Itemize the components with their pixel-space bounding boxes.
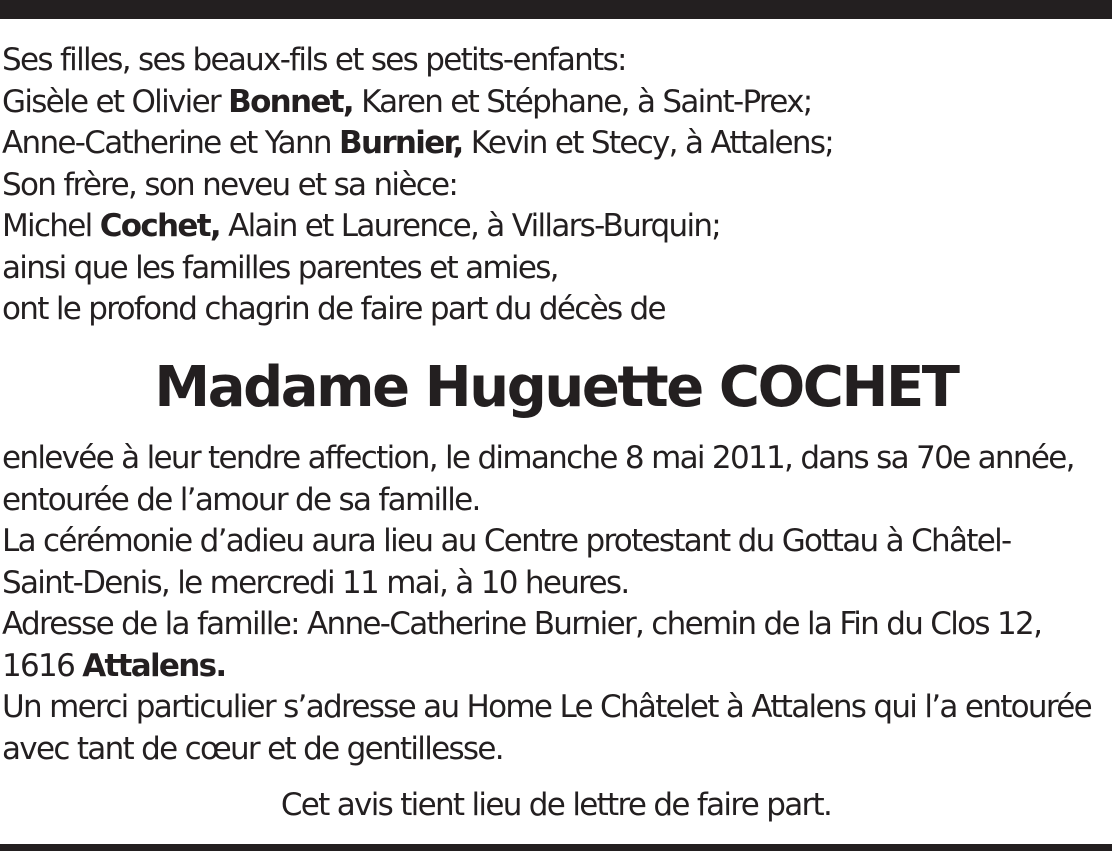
- family-line-burnier: [2, 123, 1110, 165]
- surname-bonnet: Bonnet,: [228, 83, 353, 120]
- top-rule: [0, 0, 1112, 19]
- address-line-2: [2, 646, 1110, 688]
- family-line-cochet-pre: Michel: [2, 208, 100, 244]
- family-line-bonnet: [2, 82, 1110, 124]
- family-line-cochet-post: Alain et Laurence, à Villars-Burquin;: [219, 208, 721, 244]
- ceremony-line-1: La cérémonie d’adieu aura lieu au Centre protestant du Gottau à Châtel-: [2, 523, 1011, 559]
- surname-cochet: Cochet,: [99, 208, 220, 244]
- family-line-bonnet-post: Karen et Stéphane, à Saint-Prex;: [352, 83, 812, 120]
- announcement-line: ont le profond chagrin de faire part du décès de: [2, 291, 665, 327]
- other-families: ainsi que les familles parentes et amies,: [2, 249, 558, 286]
- address-postcode: 1616: [2, 647, 83, 684]
- address-line-1: Adresse de la famille: Anne-Catherine Burnier, chemin de la Fin du Clos 12,: [2, 606, 1042, 642]
- footer-note: Cet avis tient lieu de lettre de faire part.: [280, 787, 832, 823]
- thanks-line-1: Un merci particulier s’adresse au Home Le Châtelet à Attalens qui l’a entourée: [2, 689, 1091, 725]
- family-intro: Ses filles, ses beaux-fils et ses petits-enfants:: [2, 42, 626, 78]
- family-line-bonnet-pre: Gisèle et Olivier: [2, 83, 229, 120]
- bottom-rule: [0, 844, 1112, 851]
- surname-burnier: Burnier,: [339, 125, 463, 161]
- family-line-cochet: [2, 206, 1110, 248]
- family-line-burnier-post: Kevin et Stecy, à Attalens;: [462, 125, 834, 161]
- thanks-line-2: avec tant de cœur et de gentillesse.: [2, 730, 503, 767]
- sibling-intro: Son frère, son neveu et sa nièce:: [2, 166, 458, 203]
- family-line-burnier-pre: Anne-Catherine et Yann: [2, 125, 340, 161]
- ceremony-line-2: Saint-Denis, le mercredi 11 mai, à 10 heures.: [2, 564, 629, 601]
- details-section: [2, 438, 1110, 770]
- address-town: Attalens.: [82, 647, 226, 684]
- deceased-name: Madame Huguette COCHET: [154, 355, 958, 420]
- death-line-2: entourée de l’amour de sa famille.: [2, 481, 480, 518]
- death-line-1: enlevée à leur tendre affection, le dimanche 8 mai 2011, dans sa 70e année,: [2, 440, 1074, 476]
- family-section: [2, 40, 1110, 331]
